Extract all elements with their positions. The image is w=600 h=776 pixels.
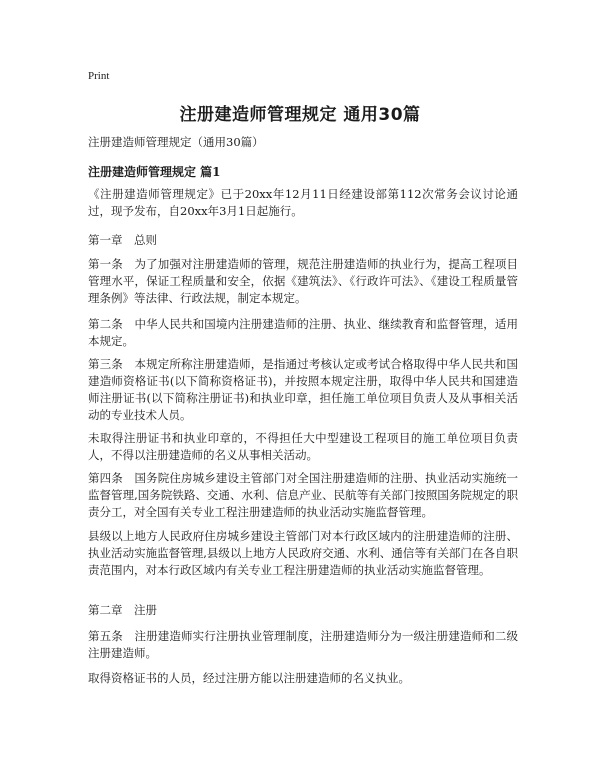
- chapter-heading-1: 第一章 总则: [88, 233, 157, 247]
- section-heading: 注册建造师管理规定 篇1: [88, 165, 221, 179]
- document-subtitle: 注册建造师管理规定（通用30篇）: [88, 135, 264, 149]
- chapter-heading-2: 第二章 注册: [88, 603, 157, 617]
- paragraph-article-2: 第二条 中华人民共和国境内注册建造师的注册、执业、继续教育和监督管理，适用本规定。: [88, 317, 518, 348]
- paragraph-article-4-local: 县级以上地方人民政府住房城乡建设主管部门对本行政区域内的注册建造师的注册、执业活动实施监督管理,县级以上地方人民政府交通、水利、通信等有关部门在各自职责范围内，对本行政区域内有关专业工程注册建造师的执业活动实施监督管理。: [88, 529, 518, 577]
- paragraph-article-3: 第三条 本规定所称注册建造师，是指通过考核认定或考试合格取得中华人民共和国建造师资格证书(以下简称资格证书)，并按照本规定注册，取得中华人民共和国建造师注册证书(以下简称注册证书)和执业印章，担任施工单位项目负责人及从事相关活动的专业技术人员。: [88, 357, 518, 422]
- paragraph-article-1: 第一条 为了加强对注册建造师的管理，规范注册建造师的执业行为，提高工程项目管理水平，保证工程质量和安全，依据《建筑法》、《行政许可法》、《建设工程质量管理条例》等法律、行政法规，制定本规定。: [88, 257, 518, 305]
- print-link[interactable]: Print: [88, 70, 110, 82]
- paragraph-article-4: 第四条 国务院住房城乡建设主管部门对全国注册建造师的注册、执业活动实施统一监督管理,国务院铁路、交通、水利、信息产业、民航等有关部门按照国务院规定的职责分工，对全国有关专业工程注册建造师的执业活动实施监督管理。: [88, 471, 518, 519]
- paragraph-article-5-note: 取得资格证书的人员，经过注册方能以注册建造师的名义执业。: [88, 671, 410, 685]
- paragraph-intro: 《注册建造师管理规定》已于20xx年12月11日经建设部第112次常务会议讨论通过，现予发布，自20xx年3月1日起施行。: [88, 187, 518, 218]
- document-title: 注册建造师管理规定 通用30篇: [179, 105, 421, 125]
- paragraph-article-5: 第五条 注册建造师实行注册执业管理制度，注册建造师分为一级注册建造师和二级注册建造师。: [88, 629, 518, 660]
- paragraph-article-3-note: 未取得注册证书和执业印章的，不得担任大中型建设工程项目的施工单位项目负责人，不得以注册建造师的名义从事相关活动。: [88, 431, 518, 462]
